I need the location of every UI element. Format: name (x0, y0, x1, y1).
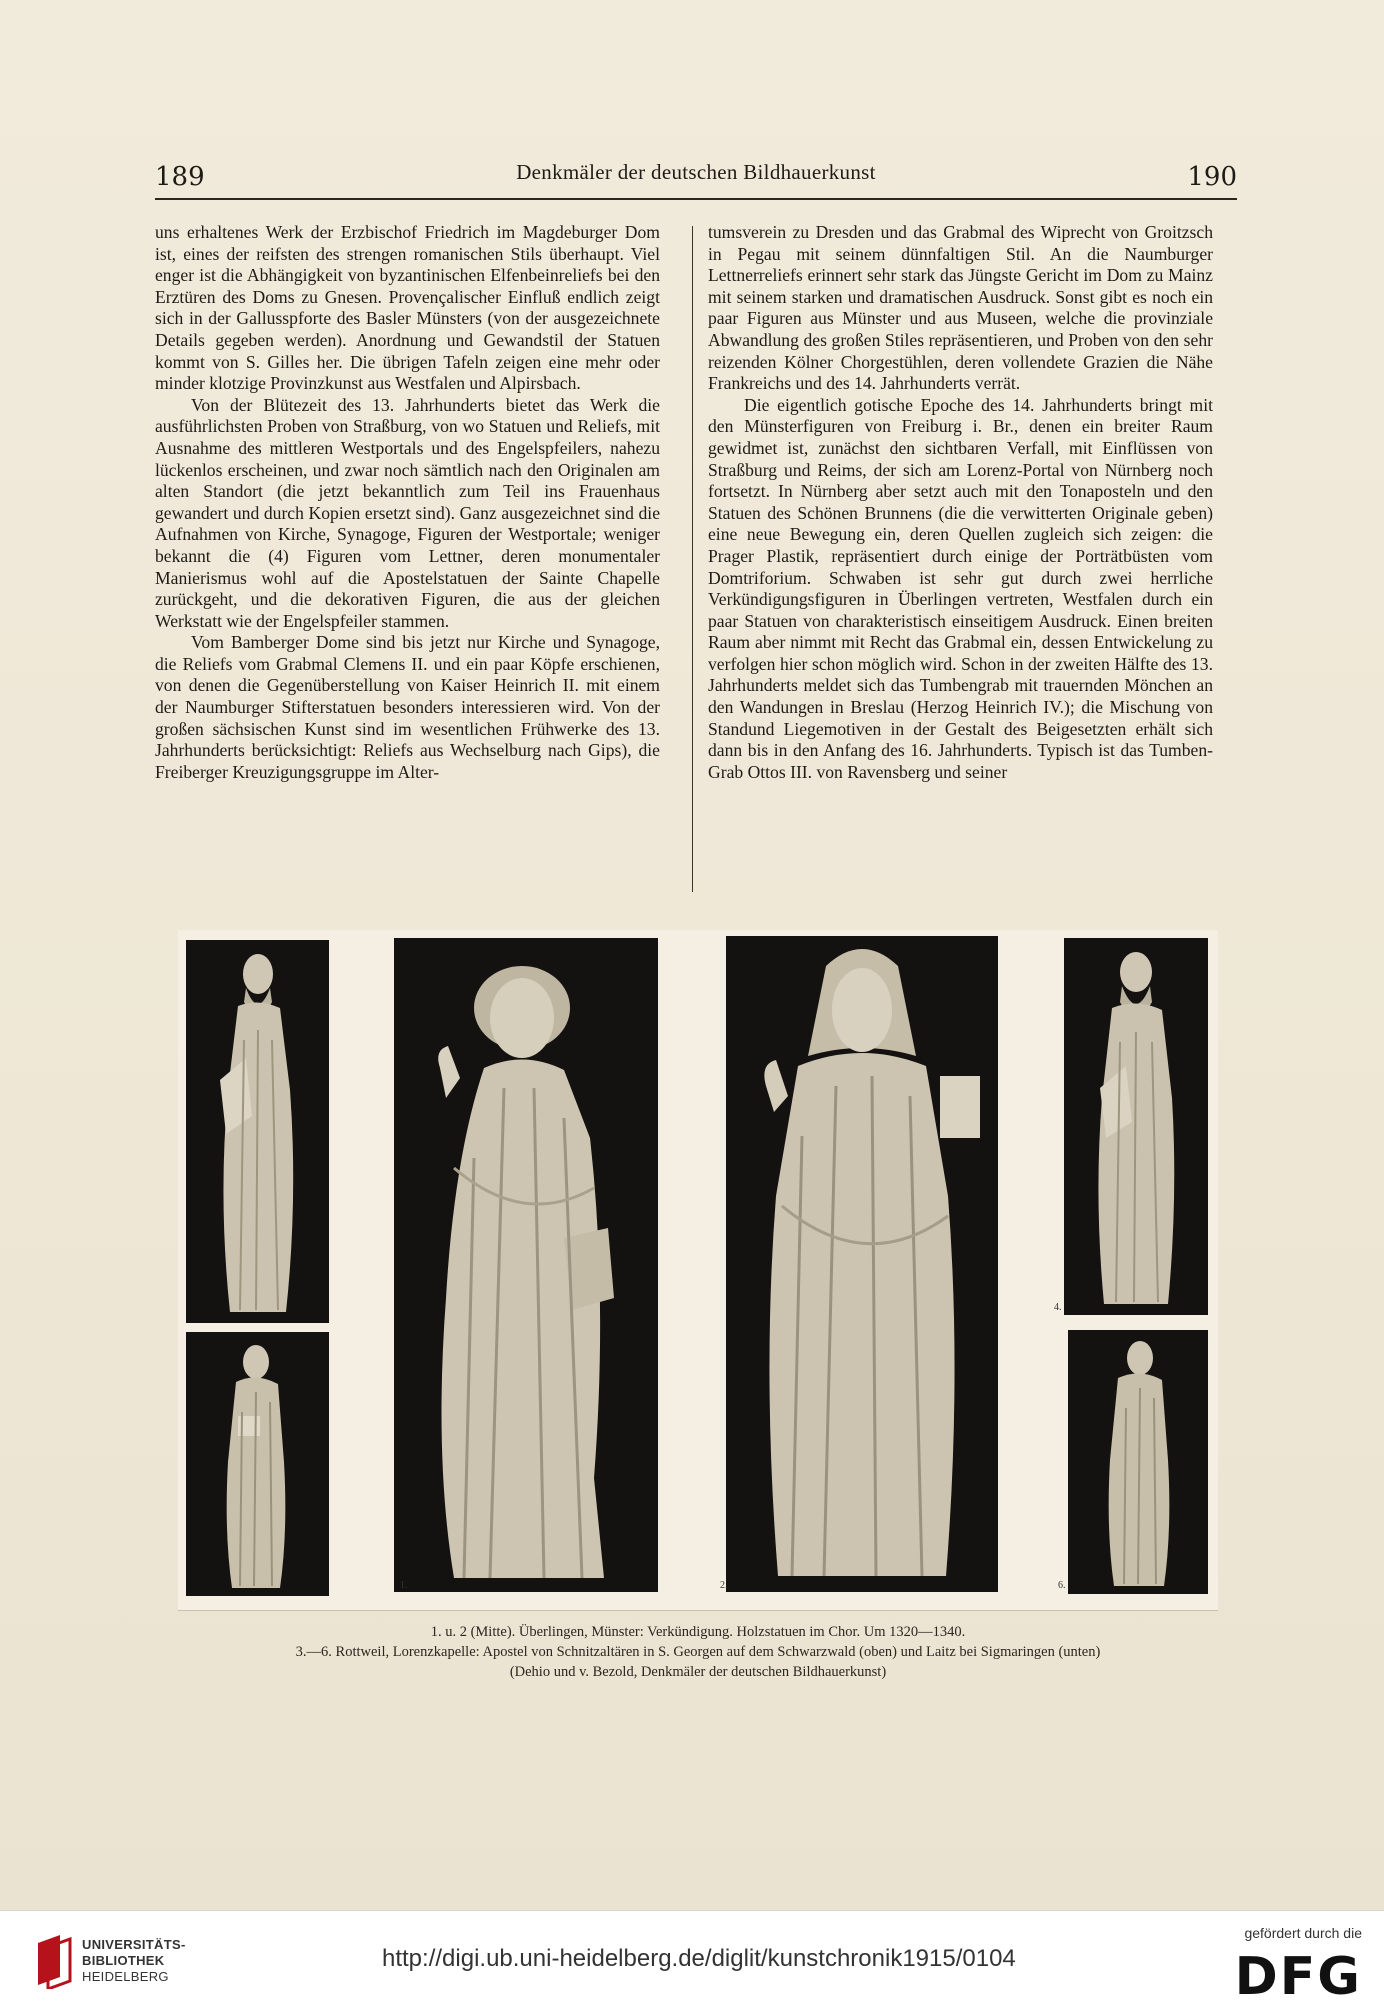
photo-apostle-top-left (186, 940, 329, 1323)
statue-apostle-icon (186, 940, 329, 1323)
dfg-logo-icon[interactable]: DFG (1234, 1947, 1362, 2007)
photo-annunciation-virgin (726, 936, 998, 1592)
paragraph: Die eigentlich gotische Epoche des 14. Jahrhunderts bringt mit den Münsterfiguren von Freiburg i. Br., denen ein breiter Raum gewidmet ist, zunächst den sichtbaren Verfall, mit Einflüssen von Straßburg und Reims, der sich am Lorenz-Portal von Nürnberg noch fortsetzt. In Nürnberg aber setzt auch mit den Tonaposteln und den Statuen des Schönen Brunnens (die die verwitterten Originale geben) eine neue Bewegung ein, deren Quellen zugleich sich zeigen: die Prager Plastik, repräsentiert durch einige der Porträtbüsten vom Domtriforium. Schwaben ist sehr gut durch zwei herrliche Verkündigungsfiguren in Überlingen vertreten, Westfalen durch ein paar Statuen von charakteristisch einseitigem Ausdruck. Einen breiten Raum aber nimmt mit Recht das Grabmal ein, dessen Entwickelung zu verfolgen hier schon möglich wird. Schon in der zweiten Hälfte des 13. Jahrhunderts meldet sich das Tumbengrab mit trauernden Mönchen an den Wandungen in Breslau (Herzog Heinrich IV.); die Mischung von Standund Liegemotiven in der Gestalt des Beigesetzten erhält sich dann bis in den Anfang des 16. Jahrhunderts. Typisch ist das Tumben-Grab Ottos III. von Ravensberg und seiner (708, 394, 1213, 782)
library-name-line: BIBLIOTHEK (82, 1953, 165, 1968)
figure-number-1: 1. (400, 1580, 408, 1591)
running-header (155, 158, 1237, 200)
column-divider (692, 226, 693, 892)
library-name-line: UNIVERSITÄTS- (82, 1937, 186, 1952)
statue-apostle-icon (186, 1332, 329, 1596)
statue-angel-icon (394, 938, 658, 1592)
university-library-logo-icon[interactable] (34, 1933, 74, 1989)
figure-number-6: 6. (1058, 1580, 1066, 1591)
statue-apostle-icon (1068, 1330, 1208, 1594)
paragraph: Vom Bamberger Dome sind bis jetzt nur Kirche und Synagoge, die Reliefs vom Grabmal Clemens II. und ein paar Köpfe erschienen, von denen die Gegenüberstellung von Kaiser Heinrich II. mit einem der Naumburger Stifterstatuen besonders interessieren wird. Von der großen sächsischen Kunst sind im wesentlichen Frühwerke des 13. Jahrhunderts berücksichtigt: Reliefs aus Wechselburg nach Gips), die Freiberger Kreuzigungsgruppe im Alter- (155, 632, 660, 782)
photo-annunciation-angel (394, 938, 658, 1592)
caption-line: 1. u. 2 (Mitte). Überlingen, Münster: Verkündigung. Holzstatuen im Chor. Um 1320—1340. (430, 1624, 966, 1640)
university-library-name[interactable] (82, 1937, 186, 1985)
caption-line: (Dehio und v. Bezold, Denkmäler der deutschen Bildhauerkunst) (509, 1664, 887, 1680)
photo-apostle-bottom-left (186, 1332, 329, 1596)
permalink-url[interactable]: http://digi.ub.uni-heidelberg.de/diglit/kunstchronik1915/0104 (382, 1945, 1016, 1972)
figure-number-2: 2. (720, 1580, 728, 1591)
statue-apostle-icon (1064, 938, 1208, 1315)
photo-apostle-top-right (1064, 938, 1208, 1315)
text-column-right (708, 222, 1213, 898)
viewer-footer (0, 1910, 1384, 2014)
figure-caption (178, 1622, 1218, 1682)
caption-line: 3.—6. Rottweil, Lorenzkapelle: Apostel von Schnitzaltären in S. Georgen auf dem Schwarzwald (oben) und Laitz bei Sigmaringen (unten) (295, 1644, 1101, 1660)
paragraph: uns erhaltenes Werk der Erzbischof Friedrich im Magdeburger Dom ist, eines der reifsten des strengen romanischen Stils überhaupt. Viel enger ist die Abhängigkeit von byzantinischen Elfenbeinreliefs bei den Erztüren des Doms zu Gnesen. Provençalischer Einfluß endlich zeigt sich in der Gallusspforte des Basler Münsters (von der ausgezeichnete Details gegeben werden). Anordnung und Gewandstil der Statuen kommt von S. Gilles her. Die übrigen Tafeln zeigen eine mehr oder minder klotzige Provinzkunst aus Westfalen und Alpirsbach. (155, 222, 660, 394)
paragraph: tumsverein zu Dresden und das Grabmal des Wiprecht von Groitzsch in Pegau mit seinem dünnfaltigen Stil. An die Naumburger Lettnerreliefs erinnert sehr stark das Jüngste Gericht im Dom zu Mainz mit seinem starken und dramatischen Ausdruck. Sonst gibt es noch ein paar Figuren aus Münster und aus Museen, welche die provinziale Abwandlung des großen Stiles repräsentieren, und Proben von den sehr reizenden Kölner Chorgestühlen, deren vollendete Grazien die Nähe Frankreichs und des 14. Jahrhunderts verrät. (708, 222, 1213, 394)
photo-apostle-bottom-right (1068, 1330, 1208, 1594)
running-title: Denkmäler der deutschen Bildhauerkunst (516, 160, 876, 184)
figure-number-4: 4. (1054, 1302, 1062, 1313)
funding-label: gefördert durch die (1244, 1925, 1362, 1941)
library-name-line: HEIDELBERG (82, 1969, 169, 1984)
page-number-left: 189 (155, 162, 205, 192)
text-column-left (155, 222, 660, 898)
page-number-right: 190 (1187, 162, 1237, 192)
statue-virgin-icon (726, 936, 998, 1592)
figure-plate (178, 930, 1218, 1611)
paragraph: Von der Blütezeit des 13. Jahrhunderts bietet das Werk die ausführlichsten Proben von Straßburg, von wo Statuen und Reliefs, mit Ausnahme des mittleren Westportals und des Engelspfeilers, nahezu lückenlos erscheinen, und zwar noch sämtlich nach den Originalen am alten Standort (die jetzt bekanntlich zum Teil ins Frauenhaus gewandert und durch Kopien ersetzt sind). Ganz ausgezeichnet sind die Aufnahmen von Kirche, Synagoge, Figuren der Westportale; weniger bekannt die (4) Figuren vom Lettner, deren monumentaler Manierismus wohl auf die Apostelstatuen der Sainte Chapelle zurückgeht, und die dekorativen Figuren, die aus der gleichen Werkstatt wie der Engelspfeiler stammen. (155, 394, 660, 631)
